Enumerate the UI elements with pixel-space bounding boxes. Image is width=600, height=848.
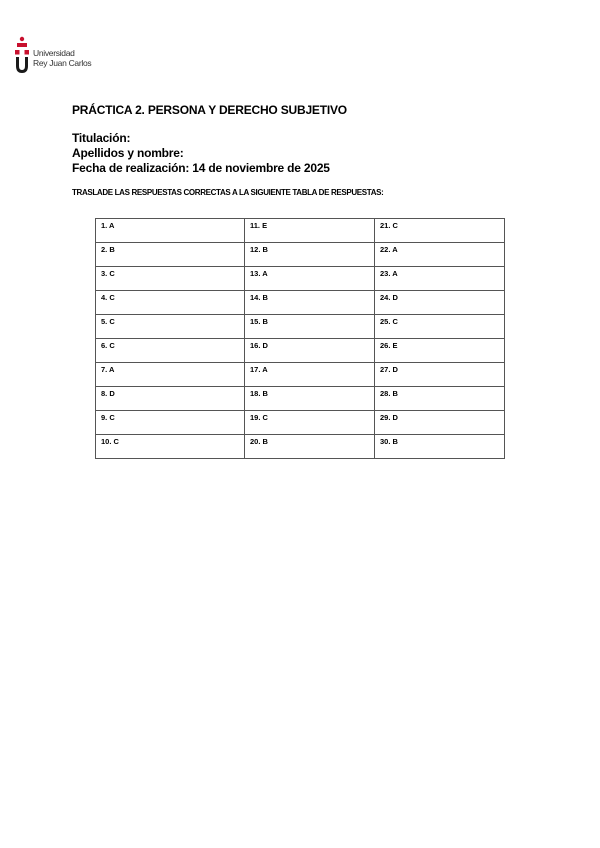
- answer-cell: 29. D: [375, 411, 505, 435]
- answer-cell: 19. C: [245, 411, 375, 435]
- table-row: [96, 219, 505, 243]
- answer-cell: 6. C: [96, 339, 245, 363]
- answer-cell: 28. B: [375, 387, 505, 411]
- titulacion-label: Titulación:: [72, 131, 131, 145]
- table-row: [96, 363, 505, 387]
- answer-cell: 11. E: [245, 219, 375, 243]
- answer-cell: 17. A: [245, 363, 375, 387]
- document-meta: [72, 131, 330, 176]
- answer-cell: 3. C: [96, 267, 245, 291]
- answer-cell: 9. C: [96, 411, 245, 435]
- table-row: [96, 411, 505, 435]
- answer-cell: 22. A: [375, 243, 505, 267]
- answer-cell: 13. A: [245, 267, 375, 291]
- answer-cell: 30. B: [375, 435, 505, 459]
- answer-cell: 14. B: [245, 291, 375, 315]
- table-row: [96, 291, 505, 315]
- answer-cell: 26. E: [375, 339, 505, 363]
- university-emblem-icon: [14, 36, 30, 74]
- university-name: [33, 48, 91, 68]
- table-row: [96, 387, 505, 411]
- answer-cell: 25. C: [375, 315, 505, 339]
- answer-cell: 16. D: [245, 339, 375, 363]
- answer-cell: 24. D: [375, 291, 505, 315]
- answer-cell: 4. C: [96, 291, 245, 315]
- answer-cell: 7. A: [96, 363, 245, 387]
- university-logo: [14, 36, 91, 74]
- answer-cell: 21. C: [375, 219, 505, 243]
- answer-cell: 8. D: [96, 387, 245, 411]
- table-row: [96, 435, 505, 459]
- answer-cell: 1. A: [96, 219, 245, 243]
- answer-cell: 23. A: [375, 267, 505, 291]
- answer-cell: 10. C: [96, 435, 245, 459]
- answer-cell: 15. B: [245, 315, 375, 339]
- table-row: [96, 315, 505, 339]
- document-title: PRÁCTICA 2. PERSONA Y DERECHO SUBJETIVO: [72, 103, 347, 117]
- university-name-line2: Rey Juan Carlos: [33, 58, 92, 68]
- table-row: [96, 339, 505, 363]
- answer-cell: 12. B: [245, 243, 375, 267]
- answer-cell: 2. B: [96, 243, 245, 267]
- fecha-label: Fecha de realización: 14 de noviembre de 2025: [72, 161, 330, 175]
- answer-cell: 5. C: [96, 315, 245, 339]
- answer-cell: 20. B: [245, 435, 375, 459]
- answer-cell: 18. B: [245, 387, 375, 411]
- answers-table: [95, 218, 505, 459]
- table-row: [96, 267, 505, 291]
- instruction-text: TRASLADE LAS RESPUESTAS CORRECTAS A LA SIGUIENTE TABLA DE RESPUESTAS:: [72, 188, 384, 197]
- university-name-line1: Universidad: [33, 48, 75, 58]
- answer-cell: 27. D: [375, 363, 505, 387]
- apellidos-label: Apellidos y nombre:: [72, 146, 184, 160]
- table-row: [96, 243, 505, 267]
